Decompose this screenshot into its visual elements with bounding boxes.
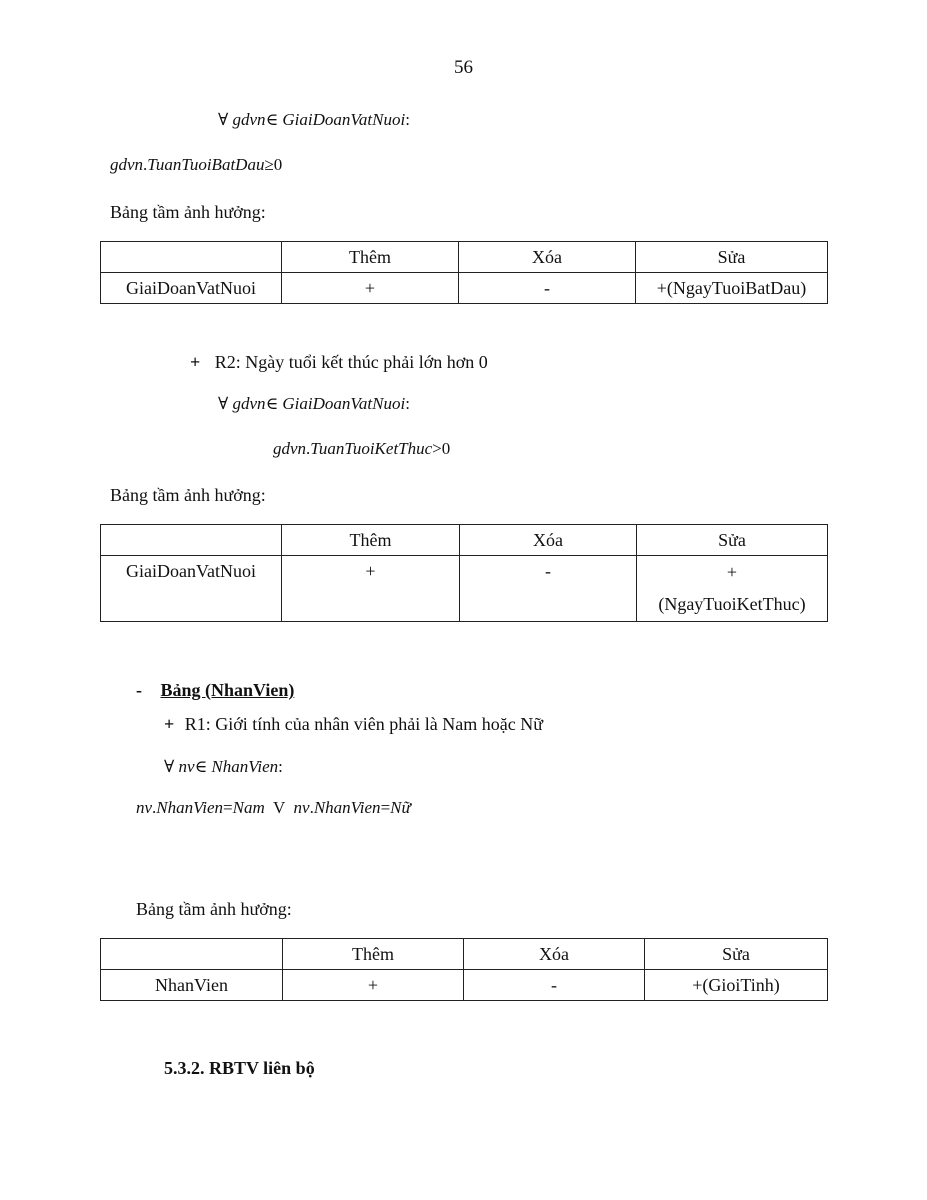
cell-entity: GiaiDoanVatNuoi	[101, 273, 282, 304]
impact-table-label-2: Bảng tầm ảnh hưởng:	[110, 485, 266, 505]
var-nv: nv	[293, 798, 310, 817]
cell-sua: +(GioiTinh)	[645, 970, 828, 1001]
cell-xoa: -	[460, 556, 637, 622]
impact-table-2	[100, 524, 828, 622]
element-of-symbol: ∈	[265, 394, 279, 413]
impact-table-label-3: Bảng tầm ảnh hưởng:	[136, 899, 292, 919]
dot: .	[309, 798, 314, 817]
subsection-heading: 5.3.2. RBTV liên bộ	[164, 1058, 315, 1078]
operator: =	[223, 798, 233, 817]
table-row	[101, 273, 828, 304]
var-gdvn: gdvn	[232, 110, 266, 129]
header-cell-sua: Sửa	[636, 242, 828, 273]
operator: >	[432, 439, 442, 458]
page-number: 56	[454, 57, 473, 78]
cell-sua: +(NgayTuoiBatDau)	[636, 273, 828, 304]
impact-table-label-1: Bảng tầm ảnh hưởng:	[110, 202, 266, 222]
forall-gdvn-formula-1	[218, 109, 410, 131]
header-cell-xoa: Xóa	[459, 242, 636, 273]
dash-bullet: -	[136, 680, 142, 700]
expr-tuan-tuoi-bat-dau	[110, 154, 282, 176]
var-gdvn: gdvn	[232, 394, 266, 413]
attr-name: TuanTuoiBatDau	[147, 155, 265, 174]
or-symbol: V	[273, 798, 286, 817]
var-gdvn: gdvn	[273, 439, 307, 458]
forall-symbol: ∀	[218, 110, 229, 129]
section-nhanvien	[136, 679, 294, 701]
cell-them: +	[282, 556, 460, 622]
cell-sua-line-2: (NgayTuoiKetThuc)	[658, 594, 806, 614]
dot: .	[306, 439, 311, 458]
cell-them: +	[282, 273, 459, 304]
forall-symbol: ∀	[164, 757, 175, 776]
table-header-row	[101, 939, 828, 970]
cell-xoa: -	[459, 273, 636, 304]
colon: :	[278, 757, 283, 776]
cell-sua-line-1: +	[726, 562, 738, 582]
header-cell-empty	[101, 939, 283, 970]
dot: .	[152, 798, 157, 817]
table-row	[101, 556, 828, 622]
section-heading: Bảng (NhanVien)	[160, 680, 295, 700]
attr-name: NhanVien	[313, 798, 381, 817]
operator: =	[380, 798, 391, 817]
bullet-plus: +	[164, 714, 175, 734]
header-cell-them: Thêm	[283, 939, 464, 970]
set-name: GiaiDoanVatNuoi	[282, 394, 406, 413]
rule-nv-r1	[164, 713, 543, 735]
cell-entity: GiaiDoanVatNuoi	[101, 556, 282, 622]
set-name: NhanVien	[211, 757, 279, 776]
var-nv: nv	[178, 757, 195, 776]
cell-entity: NhanVien	[101, 970, 283, 1001]
cell-xoa: -	[464, 970, 645, 1001]
colon: :	[405, 110, 410, 129]
bullet-plus: +	[190, 352, 201, 372]
rule-nv-r1-text: R1: Giới tính của nhân viên phải là Nam hoặc Nữ	[184, 714, 543, 734]
attr-name: NhanVien	[156, 798, 224, 817]
attr-name: TuanTuoiKetThuc	[310, 439, 433, 458]
header-cell-sua: Sửa	[637, 525, 828, 556]
value: 0	[441, 439, 451, 458]
var-gdvn: gdvn	[110, 155, 144, 174]
rule-r2	[190, 351, 488, 373]
table-header-row	[101, 525, 828, 556]
table-header-row	[101, 242, 828, 273]
value: Nữ	[390, 798, 411, 817]
colon: :	[405, 394, 410, 413]
header-cell-them: Thêm	[282, 525, 460, 556]
forall-nv-formula	[164, 756, 283, 778]
header-cell-empty	[101, 242, 282, 273]
header-cell-empty	[101, 525, 282, 556]
table-row	[101, 970, 828, 1001]
header-cell-xoa: Xóa	[460, 525, 637, 556]
element-of-symbol: ∈	[194, 757, 208, 776]
forall-gdvn-formula-2	[218, 393, 410, 415]
header-cell-them: Thêm	[282, 242, 459, 273]
impact-table-3	[100, 938, 828, 1001]
operator: ≥	[264, 155, 274, 174]
set-name: GiaiDoanVatNuoi	[282, 110, 406, 129]
header-cell-sua: Sửa	[645, 939, 828, 970]
rule-r2-text: R2: Ngày tuổi kết thúc phải lớn hơn 0	[214, 352, 488, 372]
cell-them: +	[283, 970, 464, 1001]
expr-tuan-tuoi-ket-thuc	[273, 438, 450, 460]
cell-sua	[637, 556, 828, 622]
expr-gioi-tinh	[136, 797, 411, 819]
dot: .	[143, 155, 148, 174]
impact-table-1	[100, 241, 828, 304]
value: 0	[273, 155, 283, 174]
value: Nam	[232, 798, 265, 817]
header-cell-xoa: Xóa	[464, 939, 645, 970]
element-of-symbol: ∈	[265, 110, 279, 129]
var-nv: nv	[136, 798, 153, 817]
forall-symbol: ∀	[218, 394, 229, 413]
